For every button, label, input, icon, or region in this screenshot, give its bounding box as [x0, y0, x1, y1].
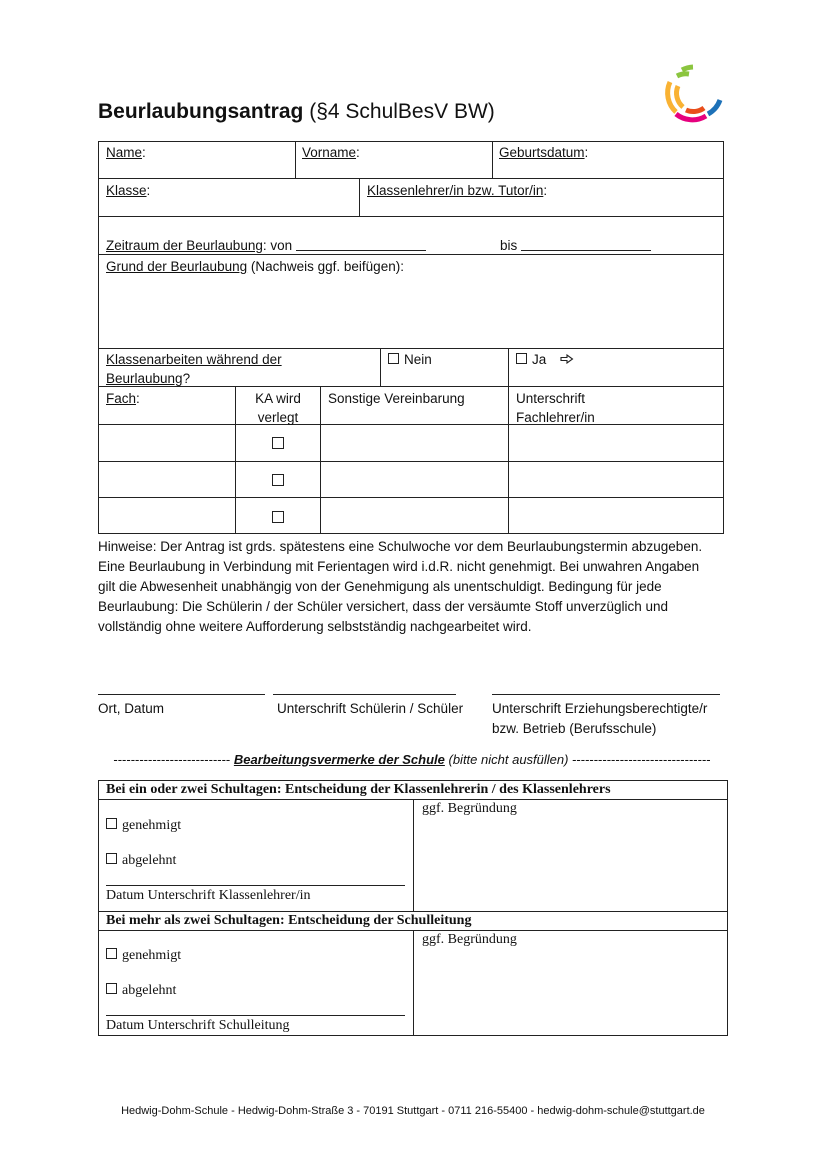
name-input[interactable]	[170, 142, 294, 177]
title-main: Beurlaubungsantrag	[98, 100, 304, 123]
vereinbarung-input[interactable]	[321, 462, 507, 496]
klasse-input[interactable]	[152, 180, 358, 215]
school-logo-icon	[660, 62, 726, 124]
section2-begruendung-label: ggf. Begründung	[422, 932, 517, 947]
schueler-signature-label: Unterschrift Schülerin / Schüler	[277, 701, 464, 716]
fach-input[interactable]	[100, 462, 234, 496]
genehmigt-checkbox[interactable]	[106, 948, 117, 959]
signature-input[interactable]	[509, 498, 722, 533]
ort-datum-line[interactable]	[98, 694, 265, 695]
eltern-signature-line[interactable]	[492, 694, 720, 695]
unterschrift-header: Unterschrift Fachlehrer/in	[516, 391, 595, 425]
abgelehnt-label: abgelehnt	[122, 853, 177, 868]
bis-row	[500, 236, 651, 255]
klassenlehrer-input[interactable]	[563, 180, 723, 215]
genehmigt-label: genehmigt	[122, 948, 182, 963]
section1-genehmigt-option[interactable]	[106, 817, 181, 835]
section2-datum-label: Datum Unterschrift Schulleitung	[106, 1018, 290, 1033]
nein-label: Nein	[404, 352, 432, 367]
zeitraum-label: Zeitraum der Beurlaubung	[106, 238, 263, 253]
klasse-label: Klasse:	[106, 183, 151, 198]
ka-verlegt-checkbox[interactable]	[272, 511, 284, 523]
table-row	[98, 424, 724, 461]
abgelehnt-label: abgelehnt	[122, 983, 177, 998]
vorname-input[interactable]	[365, 142, 491, 177]
ka-verlegt-checkbox[interactable]	[272, 474, 284, 486]
sonstige-header: Sonstige Vereinbarung	[328, 391, 465, 406]
ort-datum-label: Ort, Datum	[98, 701, 165, 716]
vereinbarung-input[interactable]	[321, 425, 507, 460]
ja-label: Ja	[532, 352, 547, 367]
notice-line: gilt die Abwesenheit unabhängig von der Genehmigung als unentschuldigt. Bedingung für jede	[98, 579, 662, 594]
notice-paragraph	[98, 537, 728, 637]
genehmigt-checkbox[interactable]	[106, 818, 117, 829]
signature-input[interactable]	[509, 425, 722, 460]
abgelehnt-checkbox[interactable]	[106, 983, 117, 994]
section2-genehmigt-option[interactable]	[106, 947, 181, 965]
bis-label: bis	[500, 238, 518, 253]
office-section-divider: --------------------------- Bearbeitungsvermerke der Schule (bitte nicht ausfüllen) --------------------------------	[113, 752, 711, 767]
schueler-signature-line[interactable]	[273, 694, 456, 695]
section1-begruendung-input[interactable]	[416, 820, 726, 909]
page-footer: Hedwig-Dohm-Schule - Hedwig-Dohm-Straße 3 - 70191 Stuttgart - 0711 216-55400 - hedwig-dohm-schule@stuttgart.de	[121, 1105, 705, 1117]
name-label: Name:	[106, 145, 146, 160]
date-to-input[interactable]	[521, 238, 651, 251]
nein-option[interactable]	[388, 350, 432, 369]
table-row	[98, 461, 724, 497]
vereinbarung-input[interactable]	[321, 498, 507, 533]
notice-line: Eine Beurlaubung in Verbindung mit Ferientagen wird i.d.R. nicht genehmigt. Bei unwahren Angaben	[98, 559, 700, 574]
zeitraum-row	[106, 236, 426, 255]
geburtsdatum-label: Geburtsdatum:	[499, 145, 589, 160]
ja-option[interactable]	[516, 350, 574, 369]
ka-header: KA wird verlegt	[255, 391, 301, 425]
page-title	[98, 100, 495, 124]
nein-checkbox[interactable]	[388, 353, 399, 364]
fach-input[interactable]	[100, 498, 234, 533]
signature-input[interactable]	[509, 462, 722, 496]
notice-line: vollständig ohne weitere Aufforderung selbstständig nachgearbeitet wird.	[98, 619, 532, 634]
fach-header: Fach:	[106, 391, 140, 406]
fach-input[interactable]	[100, 425, 234, 460]
ka-verlegt-checkbox[interactable]	[272, 437, 284, 449]
vorname-label: Vorname:	[302, 145, 360, 160]
grund-label: Grund der Beurlaubung (Nachweis ggf. beifügen):	[106, 259, 404, 274]
arrow-right-icon	[560, 354, 574, 364]
date-from-input[interactable]	[296, 238, 426, 251]
klassenarbeiten-label: Klassenarbeiten während der Beurlaubung?	[106, 352, 282, 386]
ja-checkbox[interactable]	[516, 353, 527, 364]
notice-line: Hinweise: Der Antrag ist grds. spätestens eine Schulwoche vor dem Beurlaubungstermin abzugeben.	[98, 539, 703, 554]
section1-signature-line[interactable]	[106, 885, 405, 886]
grund-textarea[interactable]	[100, 278, 722, 346]
section1-begruendung-label: ggf. Begründung	[422, 801, 517, 816]
section2-begruendung-input[interactable]	[416, 951, 726, 1034]
von-label: : von	[262, 238, 293, 253]
klassenlehrer-label: Klassenlehrer/in bzw. Tutor/in:	[367, 183, 548, 198]
section2-abgelehnt-option[interactable]	[106, 982, 176, 1000]
section1-abgelehnt-option[interactable]	[106, 852, 176, 870]
table-row	[98, 497, 724, 534]
abgelehnt-checkbox[interactable]	[106, 853, 117, 864]
eltern-signature-label: Unterschrift Erziehungsberechtigte/r bzw. Betrieb (Berufsschule)	[492, 701, 708, 736]
genehmigt-label: genehmigt	[122, 818, 182, 833]
section2-signature-line[interactable]	[106, 1015, 405, 1016]
section1-heading: Bei ein oder zwei Schultagen: Entscheidung der Klassenlehrerin / des Klassenlehrers	[106, 782, 611, 797]
geburtsdatum-input[interactable]	[596, 142, 723, 177]
notice-line: Beurlaubung: Die Schülerin / der Schüler versichert, dass der versäumte Stoff unverzüglich und	[98, 599, 669, 614]
section2-heading: Bei mehr als zwei Schultagen: Entscheidung der Schulleitung	[106, 913, 472, 928]
section1-datum-label: Datum Unterschrift Klassenlehrer/in	[106, 888, 311, 903]
title-regulation: (§4 SchulBesV BW)	[309, 100, 495, 123]
